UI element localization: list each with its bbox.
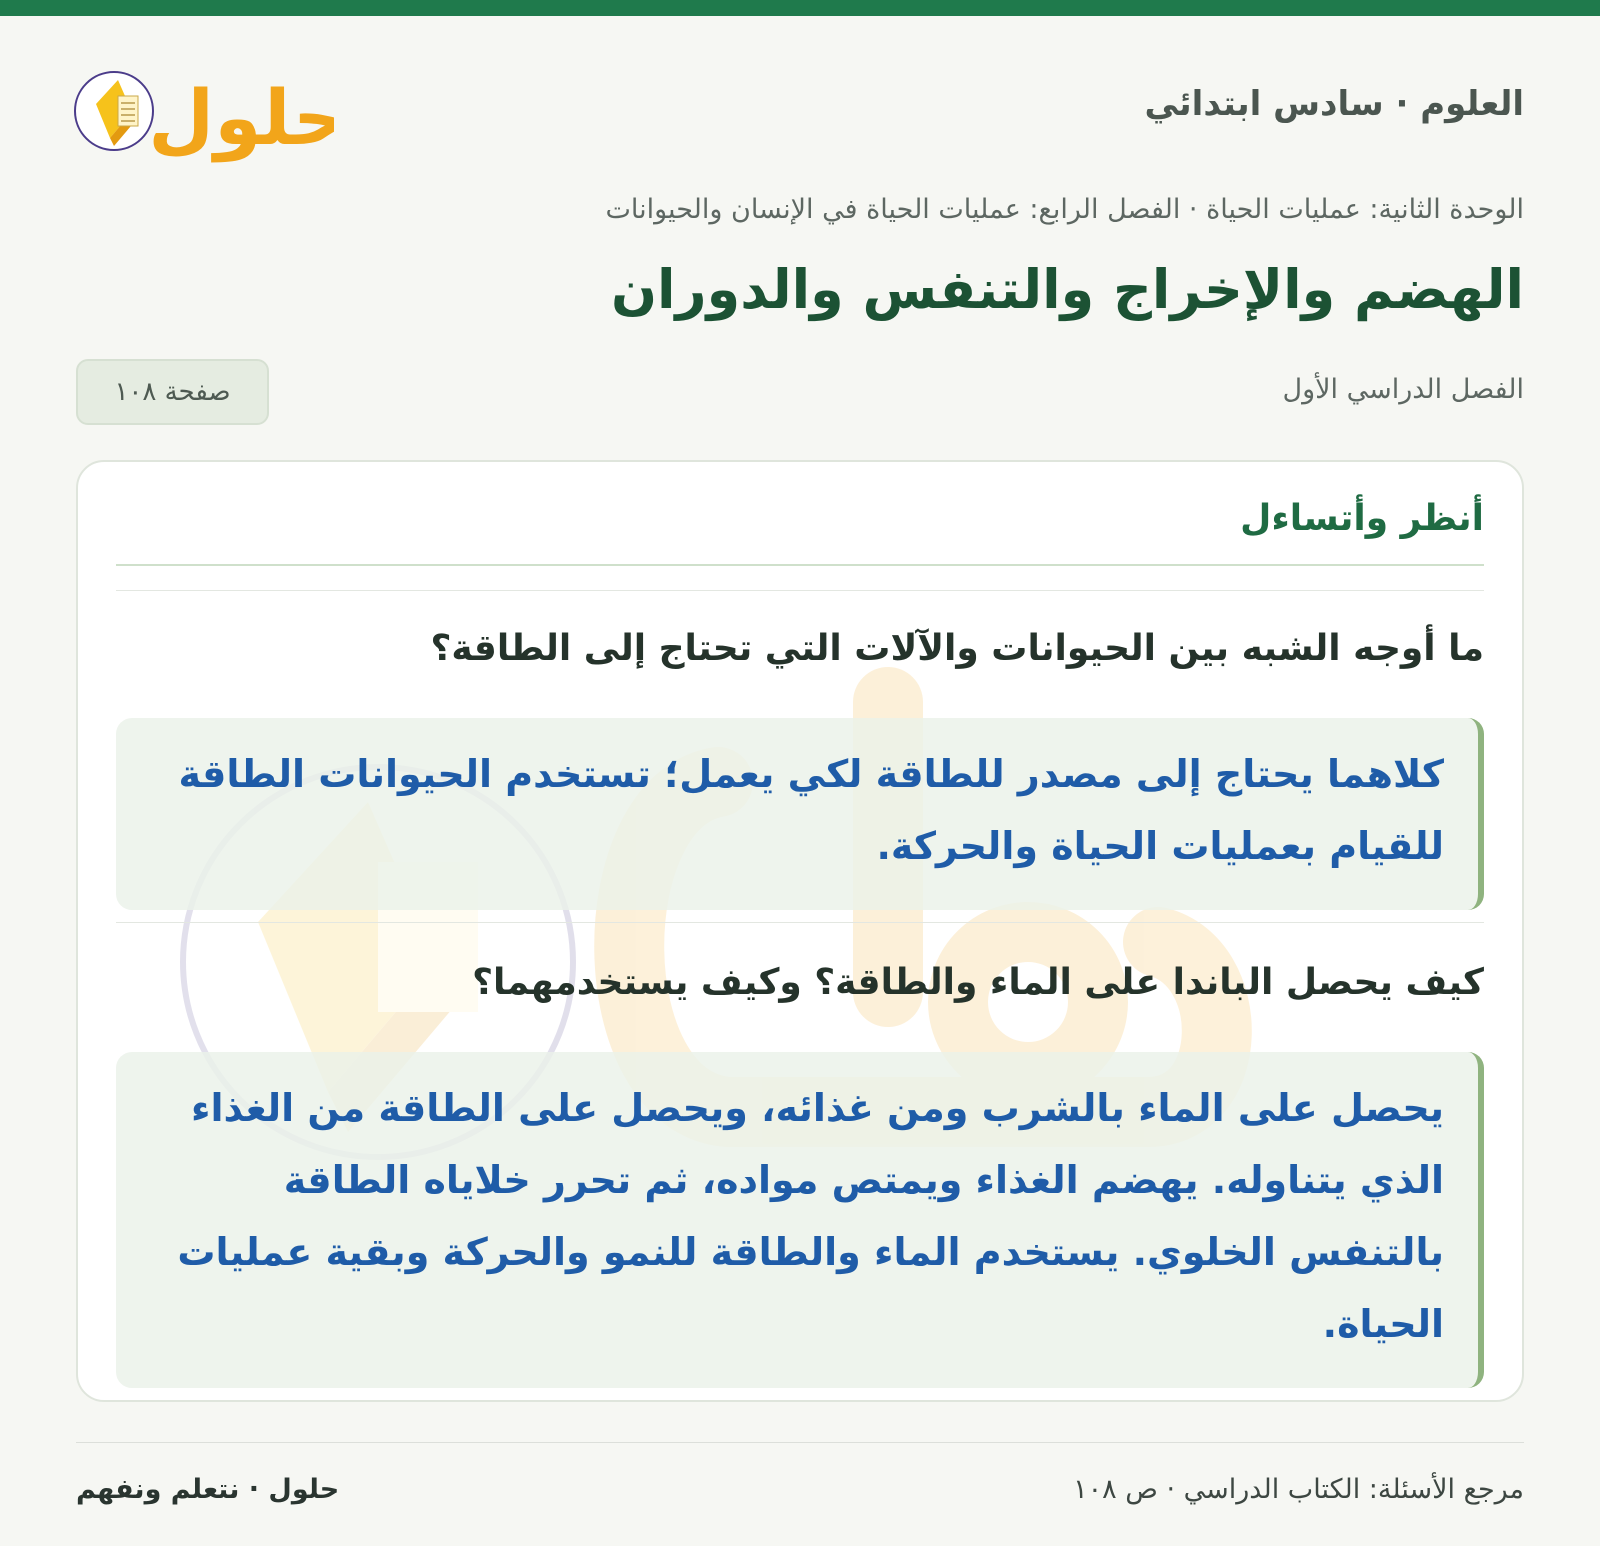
section-title: أنظر وأتساءل	[1240, 498, 1484, 539]
footer-divider	[76, 1442, 1524, 1443]
answer-2: يحصل على الماء بالشرب ومن غذائه، ويحصل على الطاقة من الغذاء الذي يتناوله. يهضم الغذاء ويمتص مواده، ثم تحرر خلاياه الطاقة بالتنفس الخلوي. يستخدم الماء والطاقة للنمو والحركة وبقية عمليات الحياة.	[116, 1052, 1484, 1388]
logo-book-icon	[74, 54, 334, 174]
subject-grade-label: العلوم · سادس ابتدائي	[1144, 84, 1524, 124]
question-1: ما أوجه الشبه بين الحيوانات والآلات التي تحتاج إلى الطاقة؟	[430, 628, 1484, 669]
breadcrumb: الوحدة الثانية: عمليات الحياة · الفصل الرابع: عمليات الحياة في الإنسان والحيوانات	[605, 194, 1524, 225]
logo-text: حلول	[148, 73, 334, 162]
top-accent-bar	[0, 0, 1600, 16]
page	[0, 16, 1600, 1546]
section-divider	[116, 564, 1484, 566]
page-title: الهضم والإخراج والتنفس والدوران	[610, 258, 1524, 321]
page-number-badge: صفحة ١٠٨	[76, 359, 269, 425]
answer-1: كلاهما يحتاج إلى مصدر للطاقة لكي يعمل؛ تستخدم الحيوانات الطاقة للقيام بعمليات الحياة والحركة.	[116, 718, 1484, 910]
semester-label: الفصل الدراسي الأول	[1282, 374, 1524, 405]
divider	[116, 922, 1484, 923]
qa-card	[76, 460, 1524, 1402]
divider	[116, 590, 1484, 591]
site-logo[interactable]	[74, 54, 334, 174]
footer-brand: حلول · نتعلم ونفهم	[76, 1474, 340, 1505]
question-2: كيف يحصل الباندا على الماء والطاقة؟ وكيف يستخدمهما؟	[472, 962, 1484, 1003]
footer-reference: مرجع الأسئلة: الكتاب الدراسي · ص ١٠٨	[1073, 1474, 1524, 1505]
